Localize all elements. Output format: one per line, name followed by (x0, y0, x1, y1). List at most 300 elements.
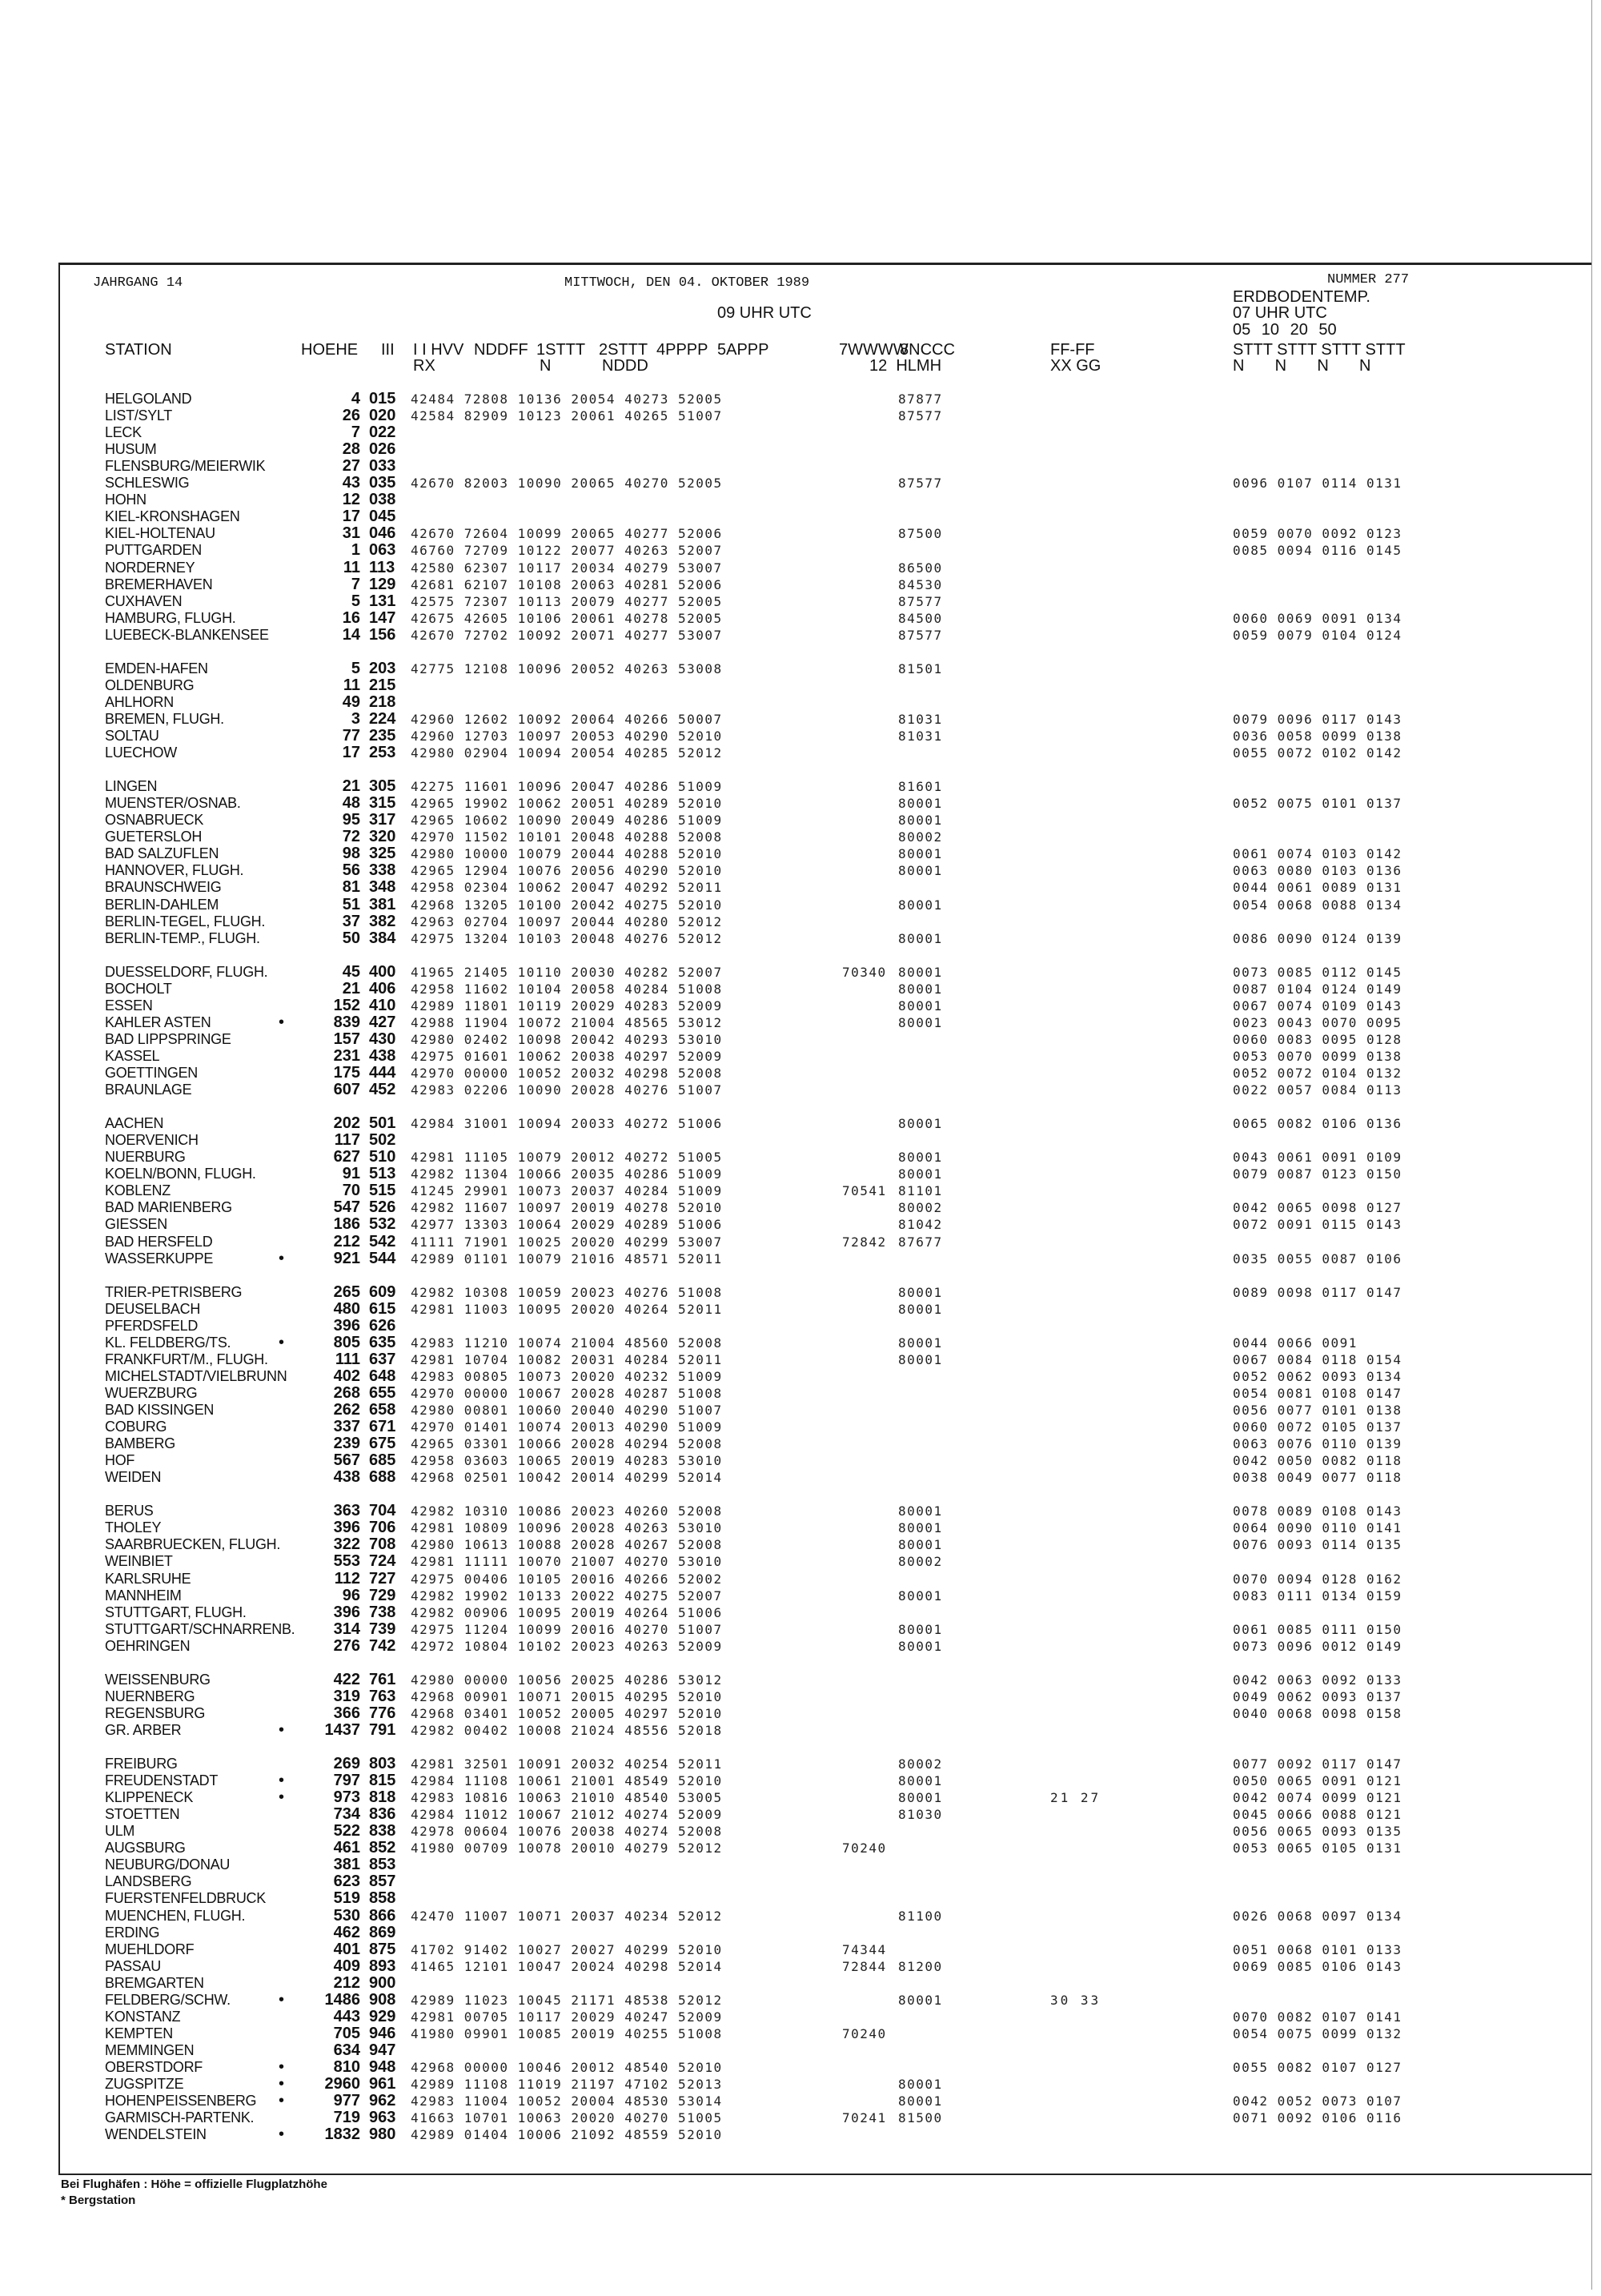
soil-temperatures: 0042 0063 0092 0133 (1233, 1672, 1402, 1688)
synop-groups: 42981 11003 10095 20020 40264 52011 (411, 1301, 723, 1317)
cloud-group: 87577 (898, 476, 943, 492)
table-row (0, 1992, 1601, 2009)
table-row (0, 1149, 1601, 1166)
station-id: 510 (369, 1148, 396, 1166)
station-name: EMDEN-HAFEN (105, 660, 208, 676)
station-name: FELDBERG/SCHW. (105, 1991, 231, 2008)
station-height: 96 (342, 1586, 360, 1604)
station-id: 515 (369, 1182, 396, 1200)
synop-groups: 42970 11502 10101 20048 40288 52008 (411, 829, 723, 845)
soil-temperatures: 0023 0043 0070 0095 (1233, 1014, 1402, 1030)
soil-temp-heading: ERDBODENTEMP. (1233, 288, 1370, 306)
station-name: WEISSENBURG (105, 1671, 211, 1688)
synop-groups: 42965 03301 10066 20028 40294 52008 (411, 1436, 723, 1452)
synop-groups: 42970 01401 10074 20013 40290 51009 (411, 1419, 723, 1435)
synop-groups: 42670 72604 10099 20065 40277 52006 (411, 526, 723, 542)
col-5appp: 5APPP (717, 341, 769, 359)
cloud-group: 80002 (898, 1200, 943, 1216)
station-height: 28 (342, 440, 360, 459)
synop-groups: 42983 11210 10074 21004 48560 52008 (411, 1335, 723, 1351)
table-row (0, 1503, 1601, 1519)
table-row (0, 1082, 1601, 1098)
synop-groups: 42989 01404 10006 21092 48559 52010 (411, 2127, 723, 2143)
station-height: 734 (333, 1805, 360, 1824)
station-id: 980 (369, 2125, 396, 2144)
cloud-group: 87877 (898, 391, 943, 407)
table-row (0, 845, 1601, 862)
station-id: 893 (369, 1957, 396, 1975)
synop-groups: 42981 32501 10091 20032 40254 52011 (411, 1756, 723, 1772)
station-height: 17 (342, 744, 360, 761)
soil-temperatures: 0061 0085 0111 0150 (1233, 1621, 1402, 1637)
synop-groups: 42968 00901 10071 20015 40295 52010 (411, 1688, 723, 1704)
table-row (0, 1065, 1601, 1082)
mountain-station-marker: • (279, 1249, 285, 1267)
station-name: GR. ARBER (105, 1721, 182, 1738)
station-height: 977 (333, 2092, 360, 2110)
station-name: BAD LIPPSPRINGE (105, 1030, 231, 1047)
cloud-group: 80001 (898, 1621, 943, 1637)
station-id: 218 (369, 692, 396, 711)
cloud-group: 80001 (898, 1301, 943, 1317)
station-height: 3 (351, 709, 360, 728)
station-height: 366 (333, 1704, 360, 1722)
station-id: 688 (369, 1468, 396, 1487)
soil-temperatures: 0079 0087 0123 0150 (1233, 1166, 1402, 1182)
station-id: 400 (369, 962, 396, 981)
cloud-group: 80001 (898, 1520, 943, 1536)
cloud-group: 80001 (898, 1790, 943, 1806)
synop-groups: 42989 11023 10045 21171 48538 52012 (411, 1992, 723, 2008)
synop-groups: 42980 00801 10060 20040 40290 51007 (411, 1403, 723, 1418)
station-name: BAD MARIENBERG (105, 1199, 232, 1216)
footnote-airports: Bei Flughäfen : Höhe = offizielle Flugplatzhöhe (61, 2178, 327, 2191)
station-height: 212 (333, 1973, 360, 1992)
synop-groups: 41465 12101 10047 20024 40298 52014 (411, 1958, 723, 1974)
synop-groups: 42988 11904 10072 21004 48565 53012 (411, 1014, 723, 1030)
station-id: 708 (369, 1535, 396, 1554)
station-id: 637 (369, 1350, 396, 1368)
table-row (0, 1621, 1601, 1638)
table-row (0, 2076, 1601, 2093)
station-id: 131 (369, 592, 396, 610)
station-name: BERLIN-TEMP., FLUGH. (105, 929, 260, 946)
station-id: 381 (369, 895, 396, 913)
synop-groups: 42275 11601 10096 20047 40286 51009 (411, 779, 723, 795)
station-height: 91 (342, 1165, 360, 1183)
col-8nccc: 8NCCC (900, 341, 955, 359)
station-id: 542 (369, 1232, 396, 1250)
station-name: KOELN/BONN, FLUGH. (105, 1166, 256, 1182)
station-id: 320 (369, 828, 396, 846)
station-name: AHLHORN (105, 693, 174, 710)
synop-groups: 42975 13204 10103 20048 40276 52012 (411, 930, 723, 946)
soil-temperatures: 0060 0083 0095 0128 (1233, 1031, 1402, 1047)
col-station: STATION (105, 341, 172, 359)
cloud-group: 80001 (898, 1284, 943, 1300)
col-1sttt: 1STTT (536, 341, 586, 359)
cloud-group: 87500 (898, 526, 943, 542)
station-height: 627 (333, 1148, 360, 1166)
station-id: 671 (369, 1418, 396, 1435)
table-row (0, 2042, 1601, 2059)
station-height: 1 (351, 541, 360, 560)
soil-temperatures: 0044 0066 0091 (1233, 1335, 1358, 1351)
station-height: 2960 (324, 2075, 360, 2093)
station-name: KAHLER ASTEN (105, 1014, 211, 1030)
station-id: 791 (369, 1720, 396, 1739)
weather-group: 70240 (842, 1840, 887, 1856)
station-name: BRAUNSCHWEIG (105, 879, 222, 896)
station-id: 853 (369, 1856, 396, 1874)
station-id: 317 (369, 811, 396, 829)
station-id: 203 (369, 659, 396, 677)
depth-labels: 05 10 20 50 (1233, 321, 1337, 339)
station-height: 112 (334, 1569, 360, 1588)
cloud-group: 87577 (898, 627, 943, 643)
table-row (0, 2093, 1601, 2109)
station-name: KL. FELDBERG/TS. (105, 1334, 231, 1351)
col-2sttt: 2STTT (599, 341, 648, 359)
mountain-station-marker: • (279, 1788, 285, 1807)
station-id: 929 (369, 2007, 396, 2025)
station-id: 526 (369, 1198, 396, 1217)
station-name: OBERSTDORF (105, 2059, 203, 2075)
table-row (0, 1419, 1601, 1435)
synop-groups: 42963 02704 10097 20044 40280 52012 (411, 913, 723, 929)
station-id: 738 (369, 1603, 396, 1621)
station-height: 111 (335, 1350, 360, 1368)
station-id: 253 (369, 744, 396, 761)
station-name: MUEHLDORF (105, 1941, 195, 1957)
station-id: 858 (369, 1889, 396, 1908)
station-height: 276 (333, 1636, 360, 1655)
col-xxgg: XX GG (1050, 357, 1101, 375)
station-height: 337 (333, 1418, 360, 1435)
station-name: KONSTANZ (105, 2008, 181, 2025)
station-id: 410 (369, 996, 396, 1014)
station-id: 900 (369, 1973, 396, 1992)
table-row (0, 1536, 1601, 1553)
soil-temperatures: 0059 0079 0104 0124 (1233, 627, 1402, 643)
station-name: GIESSEN (105, 1216, 167, 1233)
soil-temperatures: 0050 0065 0091 0121 (1233, 1773, 1402, 1789)
jahrgang: JAHRGANG 14 (93, 275, 183, 291)
station-id: 838 (369, 1822, 396, 1840)
station-height: 363 (333, 1502, 360, 1520)
station-name: STUTTGART, FLUGH. (105, 1604, 247, 1620)
col-1sttt-sub: N (540, 357, 552, 375)
table-row (0, 778, 1601, 795)
station-name: FREIBURG (105, 1756, 178, 1772)
table-row (0, 812, 1601, 829)
station-height: 607 (333, 1081, 360, 1098)
cloud-group: 80001 (898, 1992, 943, 2008)
station-height: 157 (333, 1030, 360, 1048)
cloud-group: 80001 (898, 964, 943, 980)
table-row (0, 1908, 1601, 1925)
station-name: ZUGSPITZE (105, 2076, 184, 2092)
cloud-group: 80001 (898, 897, 943, 913)
station-id: 803 (369, 1755, 396, 1772)
soil-temperatures: 0043 0061 0091 0109 (1233, 1150, 1402, 1166)
station-height: 98 (342, 845, 360, 863)
station-name: FLENSBURG/MEIERWIK (105, 458, 266, 475)
soil-temperatures: 0061 0074 0103 0142 (1233, 846, 1402, 862)
synop-groups: 42975 01601 10062 20038 40297 52009 (411, 1048, 723, 1064)
cloud-group: 80001 (898, 1588, 943, 1604)
table-row (0, 1452, 1601, 1469)
station-height: 152 (333, 996, 360, 1014)
mountain-station-marker: • (279, 2075, 285, 2093)
cloud-group: 80002 (898, 1554, 943, 1570)
synop-groups: 42980 02904 10094 20054 40285 52012 (411, 745, 723, 761)
station-id: 382 (369, 912, 396, 930)
table-row (0, 1925, 1601, 1941)
station-height: 81 (342, 878, 360, 897)
synop-groups: 42484 72808 10136 20054 40273 52005 (411, 391, 723, 407)
synop-groups: 42968 00000 10046 20012 48540 52010 (411, 2060, 723, 2075)
station-height: 396 (333, 1603, 360, 1621)
soil-temperatures: 0052 0072 0104 0132 (1233, 1066, 1402, 1081)
table-row (0, 542, 1601, 559)
station-name: MANNHEIM (105, 1587, 182, 1604)
mountain-station-marker: • (279, 2058, 285, 2076)
table-row (0, 1014, 1601, 1031)
cloud-group: 81601 (898, 779, 943, 795)
station-id: 857 (369, 1873, 396, 1891)
col-iii: III (381, 341, 395, 359)
station-id: 658 (369, 1401, 396, 1419)
soil-temperatures: 0045 0066 0088 0121 (1233, 1807, 1402, 1823)
table-row (0, 1234, 1601, 1250)
synop-groups: 42978 00604 10076 20038 40274 52008 (411, 1824, 723, 1840)
col-sttt-soil: STTT STTT STTT STTT (1233, 341, 1406, 359)
station-height: 396 (333, 1316, 360, 1335)
weather-group: 70241 (842, 2110, 887, 2126)
station-name: HELGOLAND (105, 391, 192, 407)
table-row (0, 1250, 1601, 1267)
table-row (0, 862, 1601, 879)
cloud-group: 81030 (898, 1807, 943, 1823)
table-row (0, 981, 1601, 997)
soil-temperatures: 0069 0085 0106 0143 (1233, 1958, 1402, 1974)
table-row (0, 1216, 1601, 1233)
soil-temperatures: 0056 0077 0101 0138 (1233, 1403, 1402, 1418)
table-row (0, 508, 1601, 525)
station-name: NEUBURG/DONAU (105, 1856, 231, 1873)
station-id: 235 (369, 727, 396, 745)
cloud-group: 84530 (898, 576, 943, 592)
gust-group: 30 33 (1050, 1992, 1101, 2008)
station-name: BERLIN-DAHLEM (105, 896, 219, 913)
table-row (0, 728, 1601, 745)
col-nddff: NDDFF (474, 341, 528, 359)
station-id: 875 (369, 1940, 396, 1958)
station-id: 427 (369, 1013, 396, 1031)
station-height: 12 (342, 491, 360, 509)
station-height: 5 (351, 592, 360, 610)
synop-groups: 42968 03401 10052 20005 40297 52010 (411, 1705, 723, 1721)
station-height: 186 (333, 1215, 360, 1234)
table-row (0, 1856, 1601, 1873)
table-row (0, 879, 1601, 896)
soil-temperatures: 0073 0085 0112 0145 (1233, 964, 1402, 980)
table-row (0, 711, 1601, 728)
station-name: DUESSELDORF, FLUGH. (105, 963, 268, 980)
station-name: NUERBURG (105, 1149, 186, 1166)
station-name: KOBLENZ (105, 1182, 171, 1199)
station-id: 338 (369, 861, 396, 880)
cloud-group: 81200 (898, 1958, 943, 1974)
station-id: 739 (369, 1620, 396, 1638)
station-height: 31 (342, 524, 360, 543)
table-row (0, 1840, 1601, 1856)
table-row (0, 1688, 1601, 1705)
table-row (0, 627, 1601, 644)
mountain-station-marker: • (279, 1990, 285, 2009)
soil-temperatures: 0087 0104 0124 0149 (1233, 981, 1402, 997)
station-name: GARMISCH-PARTENK. (105, 2109, 255, 2126)
cloud-group: 81500 (898, 2110, 943, 2126)
station-height: 422 (333, 1670, 360, 1688)
station-height: 239 (333, 1435, 360, 1453)
cloud-group: 80001 (898, 930, 943, 946)
table-row (0, 593, 1601, 610)
soil-temperatures: 0036 0058 0099 0138 (1233, 729, 1402, 744)
cloud-group: 80001 (898, 1503, 943, 1519)
station-id: 963 (369, 2109, 396, 2127)
station-height: 810 (333, 2058, 360, 2076)
station-name: WEINBIET (105, 1553, 173, 1570)
table-row (0, 1705, 1601, 1722)
station-height: 117 (334, 1131, 360, 1150)
station-id: 626 (369, 1316, 396, 1335)
cloud-group: 81031 (898, 711, 943, 727)
station-height: 14 (342, 625, 360, 644)
synop-groups: 41111 71901 10025 20020 40299 53007 (411, 1234, 723, 1250)
station-name: KEMPTEN (105, 2025, 173, 2041)
synop-groups: 42670 82003 10090 20065 40270 52005 (411, 476, 723, 492)
cloud-group: 81031 (898, 729, 943, 744)
station-id: 869 (369, 1923, 396, 1941)
station-height: 634 (333, 2041, 360, 2059)
station-id: 063 (369, 541, 396, 560)
soil-temperatures: 0060 0069 0091 0134 (1233, 610, 1402, 626)
station-name: GUETERSLOH (105, 829, 203, 845)
station-id: 908 (369, 1990, 396, 2009)
station-name: OEHRINGEN (105, 1637, 191, 1654)
station-height: 319 (333, 1687, 360, 1705)
synop-groups: 42982 19902 10133 20022 40275 52007 (411, 1588, 723, 1604)
mountain-station-marker: • (279, 1333, 285, 1351)
station-name: PASSAU (105, 1957, 161, 1974)
weather-group: 70340 (842, 964, 887, 980)
cloud-group: 80001 (898, 2093, 943, 2109)
table-row (0, 1435, 1601, 1452)
station-id: 742 (369, 1636, 396, 1655)
soil-temperatures: 0063 0076 0110 0139 (1233, 1436, 1402, 1452)
synop-groups: 42977 13303 10064 20029 40289 51006 (411, 1217, 723, 1233)
station-height: 443 (333, 2007, 360, 2025)
soil-temperatures: 0022 0057 0084 0113 (1233, 1082, 1402, 1098)
cloud-group: 80001 (898, 1335, 943, 1351)
station-name: BOCHOLT (105, 980, 172, 997)
table-row (0, 391, 1601, 407)
soil-temperatures: 0070 0082 0107 0141 (1233, 2009, 1402, 2025)
station-id: 224 (369, 709, 396, 728)
station-height: 547 (333, 1198, 360, 1217)
cloud-group: 80001 (898, 796, 943, 812)
station-id: 513 (369, 1165, 396, 1183)
station-height: 37 (342, 912, 360, 930)
table-row (0, 1519, 1601, 1536)
station-name: LANDSBERG (105, 1873, 192, 1890)
table-row (0, 997, 1601, 1014)
table-row (0, 1722, 1601, 1739)
station-height: 16 (342, 608, 360, 627)
soil-temperatures: 0086 0090 0124 0139 (1233, 930, 1402, 946)
soil-temperatures: 0054 0081 0108 0147 (1233, 1385, 1402, 1401)
table-row (0, 745, 1601, 761)
table-row (0, 1166, 1601, 1182)
cloud-group: 86500 (898, 560, 943, 576)
station-height: 567 (333, 1451, 360, 1470)
synop-groups: 42968 02501 10042 20014 40299 52014 (411, 1470, 723, 1486)
table-row (0, 1789, 1601, 1806)
soil-temperatures: 0089 0098 0117 0147 (1233, 1284, 1402, 1300)
station-id: 502 (369, 1131, 396, 1150)
soil-temperatures: 0035 0055 0087 0106 (1233, 1250, 1402, 1266)
soil-temperatures: 0078 0089 0108 0143 (1233, 1503, 1402, 1519)
table-row (0, 1941, 1601, 1958)
station-id: 962 (369, 2092, 396, 2110)
station-name: LUEBECK-BLANKENSEE (105, 626, 269, 643)
soil-temperatures: 0096 0107 0114 0131 (1233, 476, 1402, 492)
station-name: NORDERNEY (105, 559, 195, 576)
station-name: LUECHOW (105, 745, 177, 761)
station-name: WUERZBURG (105, 1384, 198, 1401)
synop-groups: 42982 11304 10066 20035 40286 51009 (411, 1166, 723, 1182)
synop-groups: 42970 00000 10067 20028 40287 51008 (411, 1385, 723, 1401)
station-name: MUENSTER/OSNAB. (105, 795, 241, 812)
table-row (0, 897, 1601, 913)
cloud-group: 80002 (898, 1756, 943, 1772)
synop-groups: 42980 02402 10098 20042 40293 53010 (411, 1031, 723, 1047)
station-name: OLDENBURG (105, 676, 195, 693)
station-name: HAMBURG, FLUGH. (105, 609, 236, 626)
station-height: 553 (333, 1552, 360, 1571)
station-name: LINGEN (105, 778, 158, 795)
synop-groups: 42958 02304 10062 20047 40292 52011 (411, 880, 723, 896)
cloud-group: 81101 (898, 1183, 943, 1199)
station-name: SCHLESWIG (105, 475, 190, 492)
station-name: BAD HERSFELD (105, 1233, 213, 1250)
station-id: 948 (369, 2058, 396, 2076)
synop-groups: 42681 62107 10108 20063 40281 52006 (411, 576, 723, 592)
station-height: 50 (342, 929, 360, 947)
soil-temperatures: 0040 0068 0098 0158 (1233, 1705, 1402, 1721)
synop-groups: 42983 02206 10090 20028 40276 51007 (411, 1082, 723, 1098)
cloud-group: 80001 (898, 1638, 943, 1654)
synop-groups: 41965 21405 10110 20030 40282 52007 (411, 964, 723, 980)
table-row (0, 424, 1601, 441)
station-height: 212 (333, 1232, 360, 1250)
station-name: COBURG (105, 1419, 167, 1435)
table-row (0, 441, 1601, 458)
station-name: KIEL-HOLTENAU (105, 525, 215, 542)
table-row (0, 1756, 1601, 1772)
